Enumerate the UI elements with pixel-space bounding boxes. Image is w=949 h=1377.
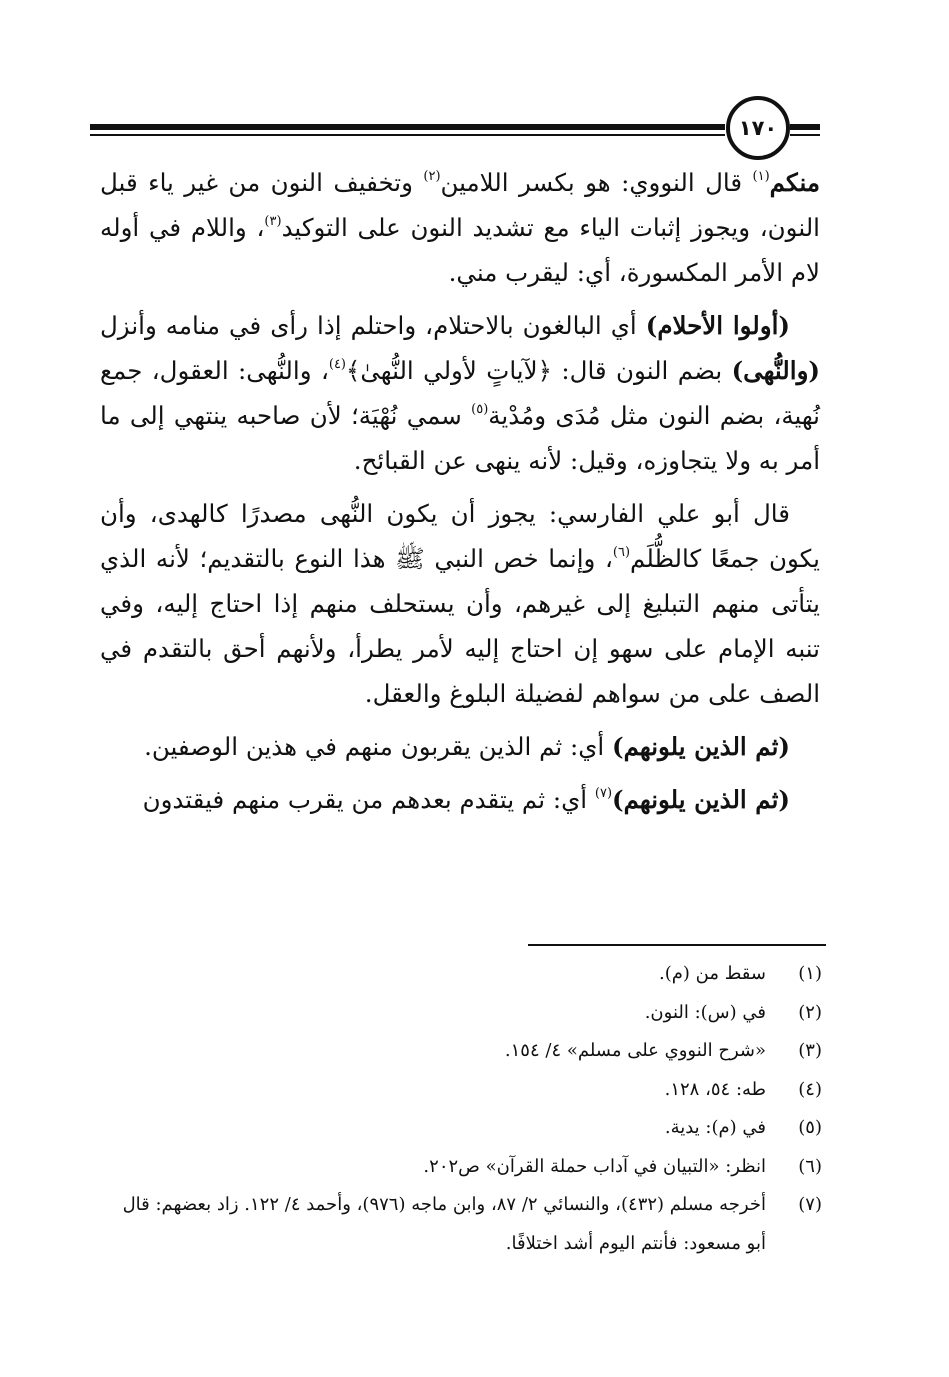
footnote-number: (٢): [798, 1001, 822, 1023]
footnote-number: (٦): [798, 1155, 822, 1177]
footnote-number: (٧): [798, 1194, 822, 1215]
main-text: [100, 160, 820, 830]
footnote-number: (٥): [798, 1117, 822, 1138]
text-run: بضم النون قال: ﴿لآياتٍ لأولي النُّهىٰ﴾: [346, 356, 732, 385]
footnote: [100, 1109, 822, 1148]
footnote: [100, 1148, 822, 1187]
footnote-number: (٣): [798, 1040, 822, 1061]
header-rule-thick: [90, 124, 725, 130]
text-run: ، واللام في أوله لام الأمر المكسورة، أي: ليقرب مني.: [100, 213, 820, 287]
text-run: قال أبو علي الفارسي: يجوز أن يكون النُّهى مصدرًا كالهدى، وأن يكون جمعًا كالظُّلَم: [100, 499, 820, 573]
bold-term: (أولوا الأحلام): [645, 311, 790, 340]
footnote-text: في (م): يدية.: [664, 1117, 766, 1138]
footnote: [100, 1071, 822, 1110]
footnote-text: طه: ٥٤، ١٢٨.: [664, 1078, 766, 1100]
header-rule-thin: [90, 134, 725, 136]
text-run: سمي نُهْيَة؛ لأن صاحبه ينتهي إلى ما أمر به ولا يتجاوزه، وقيل: لأنه ينهى عن القبائح.: [100, 401, 820, 475]
footnote-ref: (١): [752, 168, 770, 184]
header-rule-end-thick: [790, 124, 820, 130]
footnote: [100, 1186, 822, 1263]
footnote-number: (٤): [798, 1078, 822, 1100]
footnote-ref: (٥): [471, 401, 489, 417]
footnote-ref: (٦): [612, 544, 631, 560]
footnote-text: أخرجه مسلم (٤٣٢)، والنسائي ٢/ ٨٧، وابن ماجه (٩٧٦)، وأحمد ٤/ ١٢٢. زاد بعضهم: قال أبو مسعود: فأنتم اليوم أشد اختلافًا.: [122, 1194, 766, 1254]
footnote-ref: (٢): [423, 168, 441, 184]
footnote-ref: (٧): [594, 785, 613, 801]
footnote: [100, 955, 822, 994]
footnote: [100, 994, 822, 1033]
footnote-text: في (س): النون.: [644, 1001, 766, 1023]
paragraph: [100, 491, 820, 716]
footnotes: [100, 955, 822, 1263]
bold-term: (ثم الذين يلونهم): [612, 732, 790, 761]
bold-term: (والنُّهى): [731, 356, 820, 385]
paragraph: [100, 777, 820, 822]
header-rule-end-thin: [790, 134, 820, 136]
footnote-number: (١): [798, 963, 822, 984]
paragraph: [100, 724, 820, 769]
text-run: أي: ثم الذين يقربون منهم في هذين الوصفين.: [144, 732, 613, 761]
page-number: ١٧٠: [726, 96, 790, 160]
bold-term: منكم: [769, 168, 820, 197]
footnote-text: انظر: «التبيان في آداب حملة القرآن» ص٢٠٢.: [423, 1155, 766, 1177]
text-run: ، والنُّهى: العقول، جمع نُهية، بضم النون مثل مُدَى ومُدْية: [100, 356, 821, 430]
footnote-separator: [528, 944, 826, 946]
page-header: [90, 96, 820, 158]
text-run: وتخفيف النون من غير ياء قبل النون، ويجوز إثبات الياء مع تشديد النون على التوكيد: [100, 168, 820, 242]
bold-term: (ثم الذين يلونهم): [612, 785, 790, 814]
footnote-ref: (٣): [264, 213, 282, 229]
footnote: [100, 1032, 822, 1071]
text-run: ، وإنما خص النبي ﷺ هذا النوع بالتقديم؛ لأنه الذي يتأتى منهم التبليغ إلى غيرهم، وأن يستحلف منهم إذا احتاج إليه، وفي تنبه الإمام على سهو إن احتاج إليه لأمر يطرأ، ولأنهم أحق بالتقدم في الصف على من سواهم لفضيلة البلوغ والعقل.: [100, 544, 820, 708]
footnote-text: سقط من (م).: [659, 963, 766, 984]
paragraph: [100, 303, 820, 483]
text-run: قال النووي: هو بكسر اللامين: [440, 168, 753, 197]
text-run: أي البالغون بالاحتلام، واحتلم إذا رأى في منامه وأنزل: [100, 311, 646, 340]
footnote-ref: (٤): [328, 356, 346, 372]
footnote-text: «شرح النووي على مسلم» ٤/ ١٥٤.: [504, 1040, 766, 1061]
paragraph: [100, 160, 820, 295]
text-run: أي: ثم يتقدم بعدهم من يقرب منهم فيقتدون: [142, 785, 595, 814]
